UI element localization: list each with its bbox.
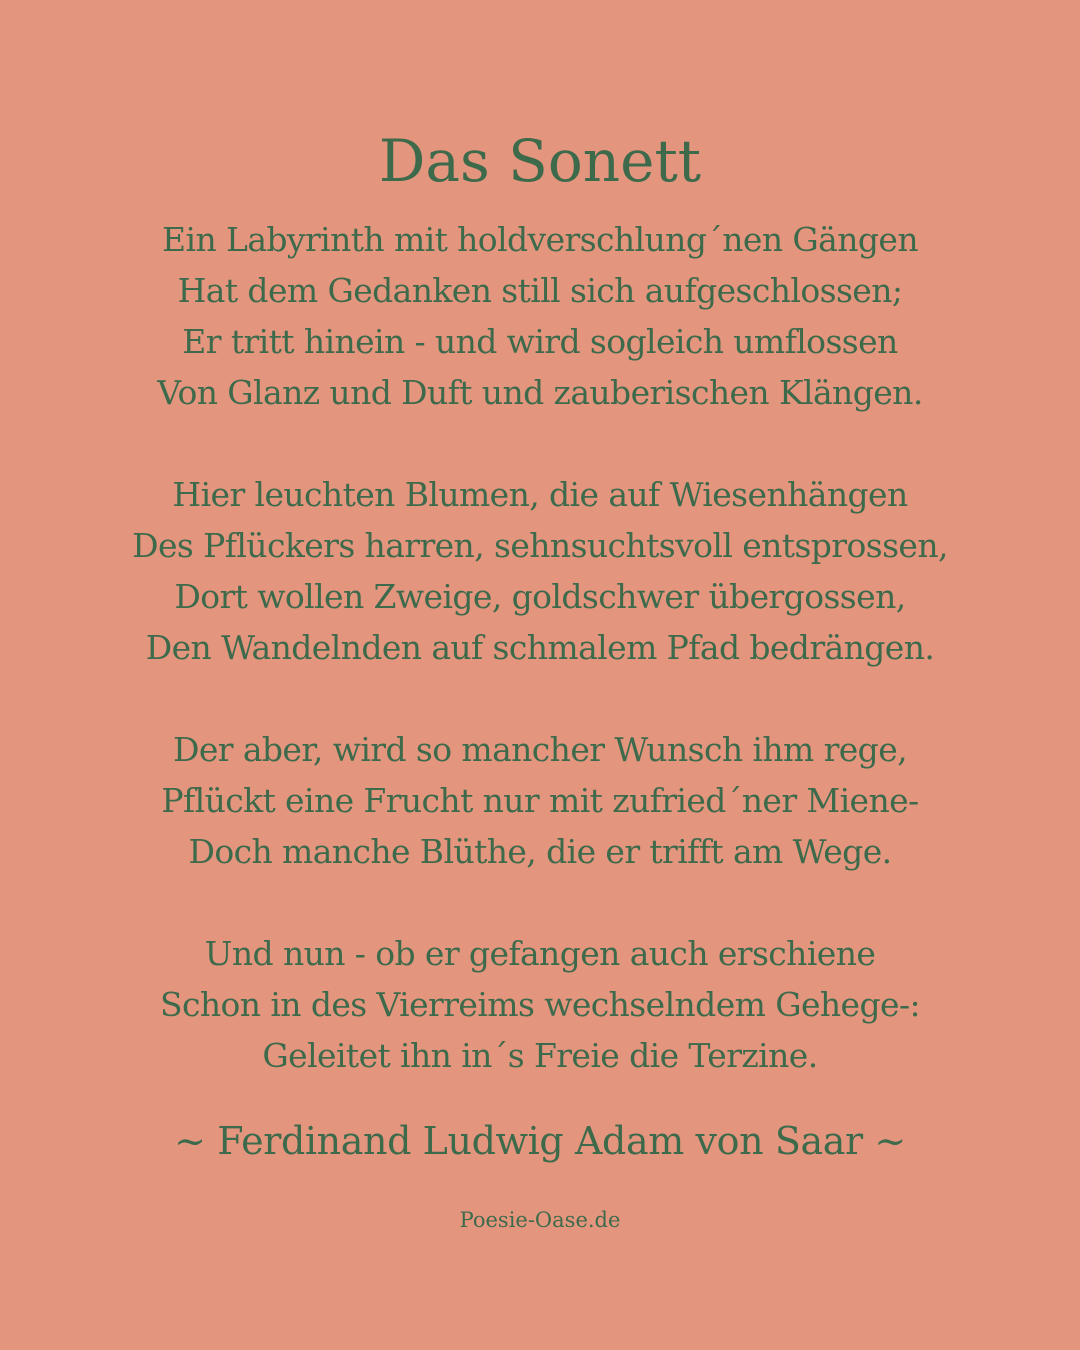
stanza-divider	[0, 673, 1080, 724]
poem-line: Hat dem Gedanken still sich aufgeschlossen;	[177, 271, 903, 310]
poem-line: Geleitet ihn in´s Freie die Terzine.	[262, 1036, 818, 1075]
stanza	[0, 469, 1080, 673]
poem-title: Das Sonett	[378, 127, 702, 195]
site-credit: Poesie-Oase.de	[459, 1208, 621, 1232]
stanza	[0, 724, 1080, 877]
stanza-divider	[0, 418, 1080, 469]
poem-line: Von Glanz und Duft und zauberischen Klängen.	[157, 373, 923, 412]
poem-body	[0, 214, 1080, 1081]
poem-line: Dort wollen Zweige, goldschwer übergossen,	[174, 577, 906, 616]
poem-line: Schon in des Vierreims wechselndem Gehege-:	[159, 985, 921, 1024]
poem-line: Er tritt hinein - und wird sogleich umflossen	[182, 322, 898, 361]
poem-line: Den Wandelnden auf schmalem Pfad bedrängen.	[145, 628, 935, 667]
poem-line: Hier leuchten Blumen, die auf Wiesenhängen	[172, 475, 908, 514]
poem-line: Der aber, wird so mancher Wunsch ihm rege,	[172, 730, 908, 769]
poem-line: Und nun - ob er gefangen auch erschiene	[204, 934, 876, 973]
poem-line: Ein Labyrinth mit holdverschlung´nen Gängen	[162, 220, 918, 259]
poem-author: ~ Ferdinand Ludwig Adam von Saar ~	[174, 1119, 906, 1163]
poem-line: Des Pflückers harren, sehnsuchtsvoll entsprossen,	[132, 526, 948, 565]
poem-line: Doch manche Blüthe, die er trifft am Wege.	[188, 832, 892, 871]
stanza	[0, 928, 1080, 1081]
stanza-divider	[0, 877, 1080, 928]
poem-line: Pflückt eine Frucht nur mit zufried´ner Miene-	[161, 781, 919, 820]
stanza	[0, 214, 1080, 418]
